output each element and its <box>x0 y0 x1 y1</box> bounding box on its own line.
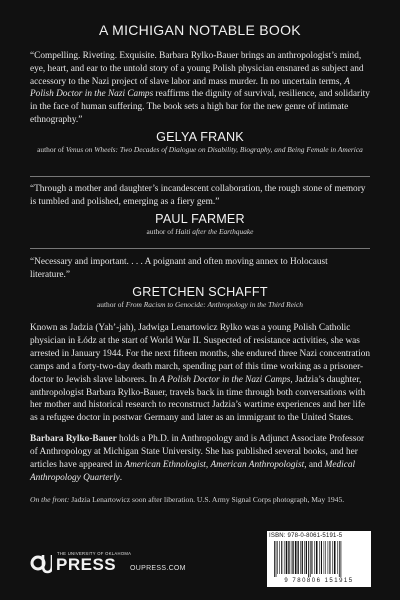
quote-credit: author of Haiti after the Earthquake <box>146 226 254 236</box>
quote-text: “Through a mother and daughter’s incandescent collaboration, the rough stone of memory is tumbled and polished, emerging as a fiery gem.” <box>30 184 366 207</box>
quote-paul-farmer <box>30 183 370 236</box>
quote-credit: author of Venus on Wheels: Two Decades of Dialogue on Disability, Biography, and Being Female in America <box>37 144 363 154</box>
quote-author: GELYA FRANK <box>156 129 244 144</box>
quote-gretchen-schafft <box>30 256 370 309</box>
barcode-digits: 9 780806 151915 <box>284 578 354 584</box>
quote-gelya-frank <box>30 50 370 154</box>
front-cover-note: On the front: Jadzia Lenartowicz soon after liberation. U.S. Army Signal Corps photograph, May 1945. <box>30 495 345 504</box>
author-name: Barbara Rylko-Bauer <box>30 434 117 444</box>
quote-text: “Necessary and important. . . . A poignant and often moving annex to Holocaust literature.” <box>30 257 328 280</box>
ou-logo-icon <box>30 551 52 575</box>
publisher-small-line: THE UNIVERSITY OF OKLAHOMA <box>57 551 132 556</box>
book-title-italic: A Polish Doctor in the Nazi Camps, <box>159 374 293 385</box>
quote-author: PAUL FARMER <box>155 211 245 226</box>
barcode-box <box>267 531 371 587</box>
divider <box>30 248 370 249</box>
publisher-url: OUPRESS.COM <box>130 565 186 572</box>
barcode-icon <box>273 541 365 577</box>
author-bio: Barbara Rylko-Bauer holds a Ph.D. in Anthropology and is Adjunct Associate Professor of Anthropology at Michigan State University. She has published several books, and her articles have appeared in American Ethnologist, American Anthropologist, and Medical Anthropology Quarterly. <box>30 434 365 483</box>
quote-author: GRETCHEN SCHAFFT <box>132 284 268 299</box>
isbn-label: ISBN: 978-0-8061-5191-5 <box>269 533 343 539</box>
header-title: A MICHIGAN NOTABLE BOOK <box>99 22 301 38</box>
quote-credit: author of From Racism to Genocide: Anthropology in the Third Reich <box>97 299 303 309</box>
publisher-logo <box>30 547 170 577</box>
divider <box>30 176 370 177</box>
book-description: Known as Jadzia (Yah’-jah), Jadwiga Lenartowicz Rylko was a young Polish Catholic physician in Łódz at the start of World War II. Suspected of resistance activities, she was arrested in January 1944. For the next fifteen months, she endured three Nazi concentration camps and a forty-two-day death march, spending part of this time working as a prisoner-doctor to Jewish slave laborers. In A Polish Doctor in the Nazi Camps, Jadzia’s daughter, anthropologist Barbara Rylko-Bauer, travels back in time through both conversations with her mother and historical research to reconstruct Jadzia’s wartime experiences and her life as a refugee doctor in postwar Germany and later as an immigrant to the United States. <box>30 323 370 424</box>
book-title-italic: A Polish Doctor in the Nazi Camps <box>30 76 350 100</box>
quote-text: “Compelling. Riveting. Exquisite. Barbara Rylko-Bauer brings an anthropologist’s mind, eye, heart, and ear to the untold story of a young Polish physician ensnared as subject and accessory to the Nazi project of slave labor and mass murder. In no uncertain terms, A Polish Doctor in the Nazi Camps reaffirms the dignity of survival, resilience, and solidarity in the face of human suffering. The book sets a high bar for the new genre of intimate ethnography.” <box>30 51 370 125</box>
publisher-name: PRESS <box>56 555 117 574</box>
